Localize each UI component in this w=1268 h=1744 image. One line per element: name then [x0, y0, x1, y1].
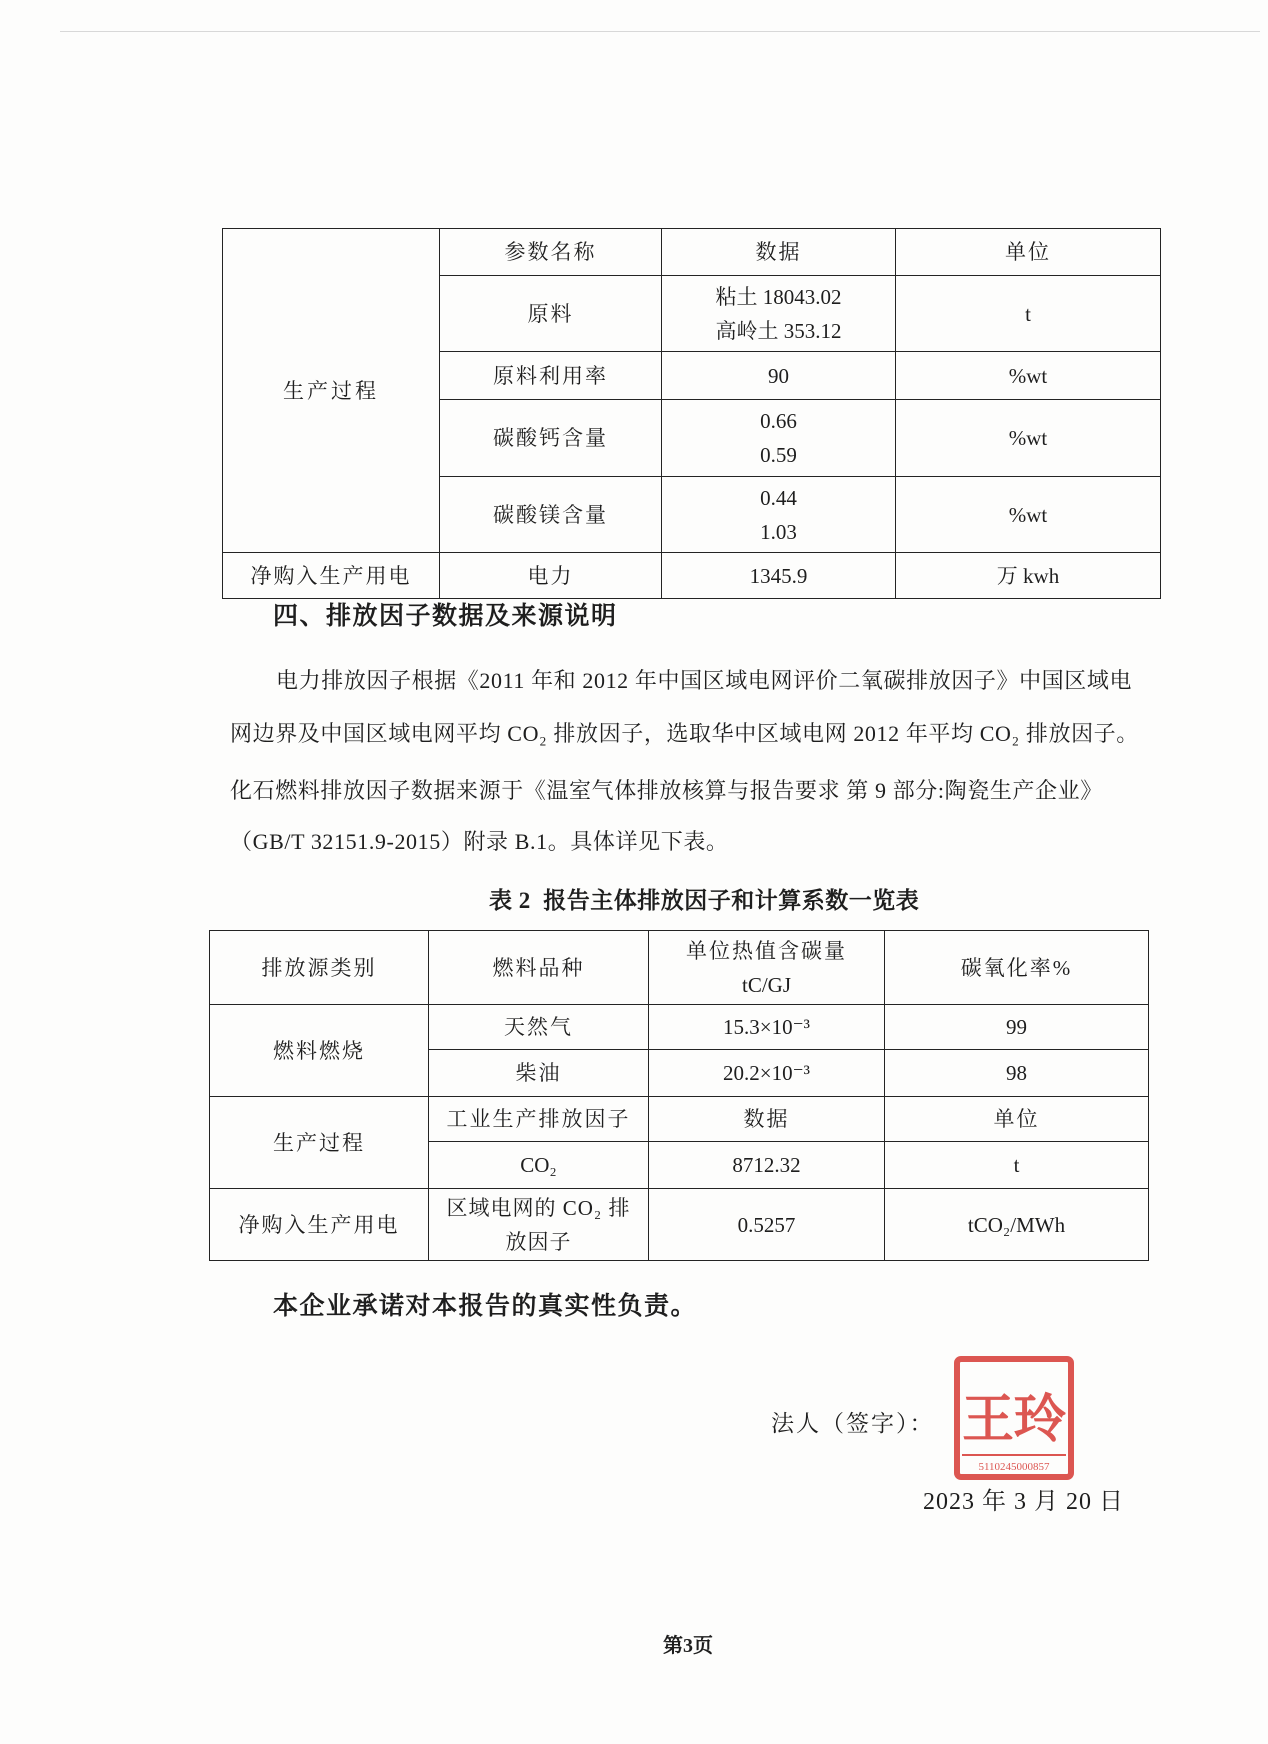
table1-group-production: 生产过程 — [223, 229, 440, 553]
table1-group-electricity: 净购入生产用电 — [223, 553, 440, 599]
table-row — [210, 1097, 1149, 1142]
table1-header-row — [223, 229, 1161, 276]
data-line: 1.03 — [760, 519, 797, 544]
table2-header-row — [210, 931, 1149, 1005]
unit-cell: %wt — [896, 477, 1161, 553]
header-carbon-content-label: 单位热值含碳量 — [686, 938, 847, 963]
data-cell — [662, 276, 896, 352]
unit-cell: %wt — [896, 352, 1161, 400]
table2-body — [210, 931, 1149, 1261]
grid-factor-unit-cell: tCO₂/MWh — [885, 1189, 1149, 1261]
scan-edge-line — [60, 31, 1260, 32]
commitment-statement: 本企业承诺对本报告的真实性负责。 — [273, 1293, 698, 1320]
emission-factors-table — [209, 930, 1149, 1261]
signature-date: 2023 年 3 月 20 日 — [923, 1489, 1124, 1515]
process-unit-header: 单位 — [885, 1097, 1149, 1142]
carbon-content-cell: 15.3×10⁻³ — [649, 1005, 885, 1050]
paragraph-line: 网边界及中国区域电网平均 CO₂ 排放因子，选取华中区域电网 2012 年平均 CO₂ 排放因子。 — [230, 721, 1139, 746]
process-data-cell: 8712.32 — [649, 1142, 885, 1189]
official-seal — [953, 1355, 1075, 1481]
fuel-cell: 天然气 — [429, 1005, 649, 1050]
seal-code: 5110245000857 — [978, 1461, 1050, 1473]
data-cell: 1345.9 — [662, 553, 896, 599]
group-purchased-electricity: 净购入生产用电 — [210, 1189, 429, 1261]
oxidation-rate-cell: 99 — [885, 1005, 1149, 1050]
table-row — [223, 553, 1161, 599]
param-name-cell: 碳酸镁含量 — [440, 477, 662, 553]
carbon-content-cell: 20.2×10⁻³ — [649, 1050, 885, 1097]
paragraph-line: 化石燃料排放因子数据来源于《温室气体排放核算与报告要求 第 9 部分:陶瓷生产企业》 — [230, 778, 1103, 803]
data-cell: 90 — [662, 352, 896, 400]
paragraph-line: 电力排放因子根据《2011 年和 2012 年中国区域电网评价二氧碳排放因子》中国区域电 — [276, 668, 1133, 693]
unit-cell: %wt — [896, 400, 1161, 477]
header-oxidation-rate: 碳氧化率% — [885, 931, 1149, 1005]
section-heading: 四、排放因子数据及来源说明 — [273, 603, 618, 630]
table1-header-unit: 单位 — [896, 229, 1161, 276]
table1-header-param: 参数名称 — [440, 229, 662, 276]
table1-header-data: 数据 — [662, 229, 896, 276]
page-number: 第3页 — [663, 1635, 713, 1657]
table-row — [210, 1005, 1149, 1050]
header-source-category: 排放源类别 — [210, 931, 429, 1005]
grid-factor-name: 区域电网的 CO₂ 排放因子 — [446, 1195, 631, 1254]
unit-cell: 万 kwh — [896, 553, 1161, 599]
seal-name: 王玲 — [961, 1392, 1067, 1449]
param-name-cell: 原料 — [440, 276, 662, 352]
data-line: 0.59 — [760, 443, 797, 467]
param-name-cell: 电力 — [440, 553, 662, 599]
process-factor-header: 工业生产排放因子 — [429, 1097, 649, 1142]
table-row — [210, 1189, 1149, 1261]
signature-label: 法人（签字）： — [771, 1411, 935, 1436]
grid-factor-name-cell — [429, 1189, 649, 1261]
data-line: 0.44 — [760, 485, 797, 510]
group-fuel-combustion: 燃料燃烧 — [210, 1005, 429, 1097]
production-parameters-table — [222, 228, 1161, 599]
grid-factor-data-cell: 0.5257 — [649, 1189, 885, 1261]
table1-body — [223, 229, 1161, 599]
data-cell — [662, 400, 896, 477]
unit-cell: t — [896, 276, 1161, 352]
param-name-cell: 原料利用率 — [440, 352, 662, 400]
process-unit-cell: t — [885, 1142, 1149, 1189]
header-carbon-content-unit: tC/GJ — [741, 972, 791, 997]
table2-caption: 表 2 报告主体排放因子和计算系数一览表 — [489, 888, 920, 913]
oxidation-rate-cell: 98 — [885, 1050, 1149, 1097]
process-factor-cell: CO₂ — [429, 1142, 649, 1189]
param-name-cell: 碳酸钙含量 — [440, 400, 662, 477]
header-fuel-type: 燃料品种 — [429, 931, 649, 1005]
header-carbon-content — [649, 931, 885, 1005]
group-production-process: 生产过程 — [210, 1097, 429, 1189]
paragraph-line: （GB/T 32151.9-2015）附录 B.1。具体详见下表。 — [230, 829, 729, 854]
process-data-header: 数据 — [649, 1097, 885, 1142]
data-cell — [662, 477, 896, 553]
fuel-cell: 柴油 — [429, 1050, 649, 1097]
data-line: 0.66 — [760, 409, 797, 433]
data-line: 粘土 18043.02 — [715, 284, 842, 309]
data-line: 高岭土 353.12 — [715, 318, 842, 343]
